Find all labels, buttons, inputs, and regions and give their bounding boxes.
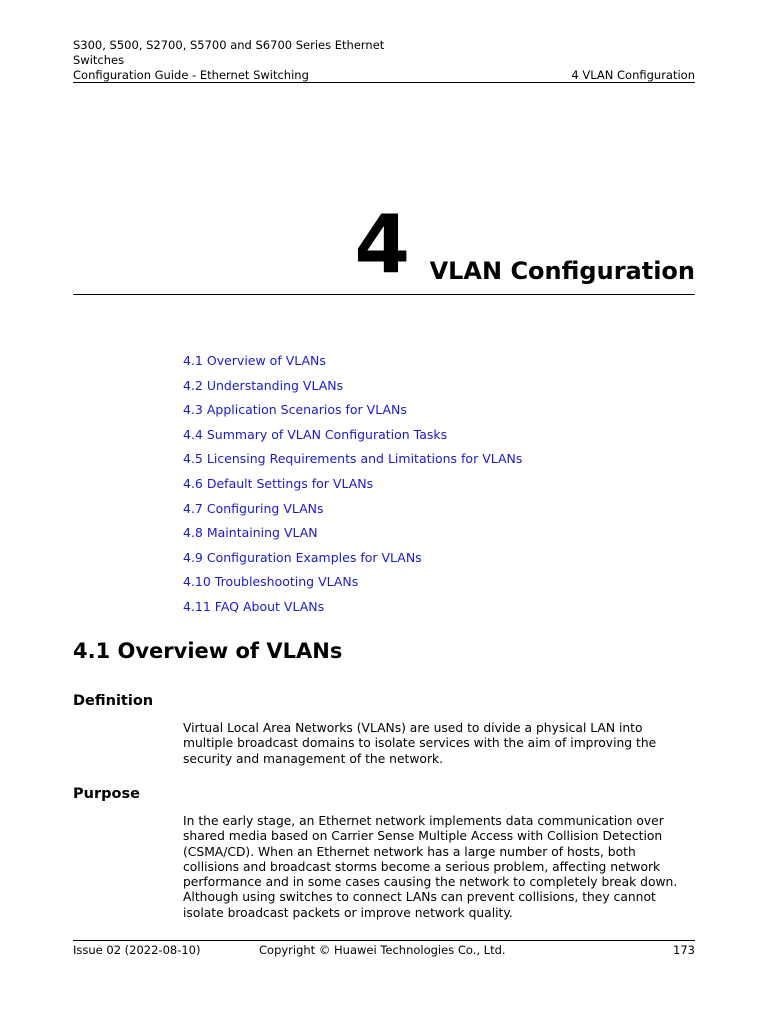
header-line-1: S300, S500, S2700, S5700 and S6700 Series Ethernet <box>73 38 385 52</box>
purpose-heading: Purpose <box>73 786 140 802</box>
page-header <box>73 38 695 83</box>
toc-link[interactable]: 4.1 Overview of VLANs <box>183 353 326 368</box>
chapter-title: VLAN Configuration <box>429 257 695 285</box>
paragraph-line: Although using switches to connect LANs can prevent collisions, they cannot <box>183 890 656 905</box>
paragraph-line: collisions and broadcast storms become a serious problem, affecting network <box>183 859 661 874</box>
toc-link[interactable]: 4.7 Configuring VLANs <box>183 500 324 516</box>
paragraph-line: multiple broadcast domains to isolate services with the aim of improving the <box>183 736 657 751</box>
toc-link[interactable]: 4.5 Licensing Requirements and Limitations for VLANs <box>183 451 523 467</box>
toc-link[interactable]: 4.6 Default Settings for VLANs <box>183 475 374 491</box>
purpose-paragraph <box>183 814 703 921</box>
paragraph-line: isolate broadcast packets or improve network quality. <box>183 905 513 920</box>
header-line-2: Switches <box>73 53 125 67</box>
toc-link[interactable]: 4.10 Troubleshooting VLANs <box>183 574 359 590</box>
toc-link[interactable]: 4.2 Understanding VLANs <box>183 377 344 393</box>
chapter-number: 4 <box>354 198 410 291</box>
paragraph-line: security and management of the network. <box>183 751 444 766</box>
toc-link[interactable]: 4.3 Application Scenarios for VLANs <box>183 402 407 418</box>
toc-link[interactable]: 4.9 Configuration Examples for VLANs <box>183 549 422 565</box>
paragraph-line: Virtual Local Area Networks (VLANs) are used to divide a physical LAN into <box>183 721 643 735</box>
page-number: 173 <box>673 943 695 957</box>
toc-link[interactable]: 4.11 FAQ About VLANs <box>183 598 325 614</box>
toc-link[interactable]: 4.8 Maintaining VLAN <box>183 525 318 541</box>
page-footer <box>73 940 695 961</box>
section-heading: 4.1 Overview of VLANs <box>73 639 343 663</box>
paragraph-line: performance and in some cases causing the network to completely break down. <box>183 875 678 890</box>
toc-link[interactable]: 4.4 Summary of VLAN Configuration Tasks <box>183 426 448 442</box>
paragraph-line: shared media based on Carrier Sense Multiple Access with Collision Detection <box>183 829 663 844</box>
copyright-notice: Copyright © Huawei Technologies Co., Ltd. <box>259 943 506 957</box>
table-of-contents <box>183 351 522 622</box>
definition-paragraph <box>183 721 703 767</box>
paragraph-line: In the early stage, an Ethernet network implements data communication over <box>183 814 664 828</box>
issue-info: Issue 02 (2022-08-10) <box>73 943 201 957</box>
header-section: 4 VLAN Configuration <box>571 68 695 82</box>
document-title <box>73 38 433 83</box>
definition-heading: Definition <box>73 693 154 709</box>
header-line-3: Configuration Guide - Ethernet Switching <box>73 68 309 82</box>
chapter-heading <box>73 200 695 295</box>
paragraph-line: (CSMA/CD). When an Ethernet network has a large number of hosts, both <box>183 844 636 859</box>
